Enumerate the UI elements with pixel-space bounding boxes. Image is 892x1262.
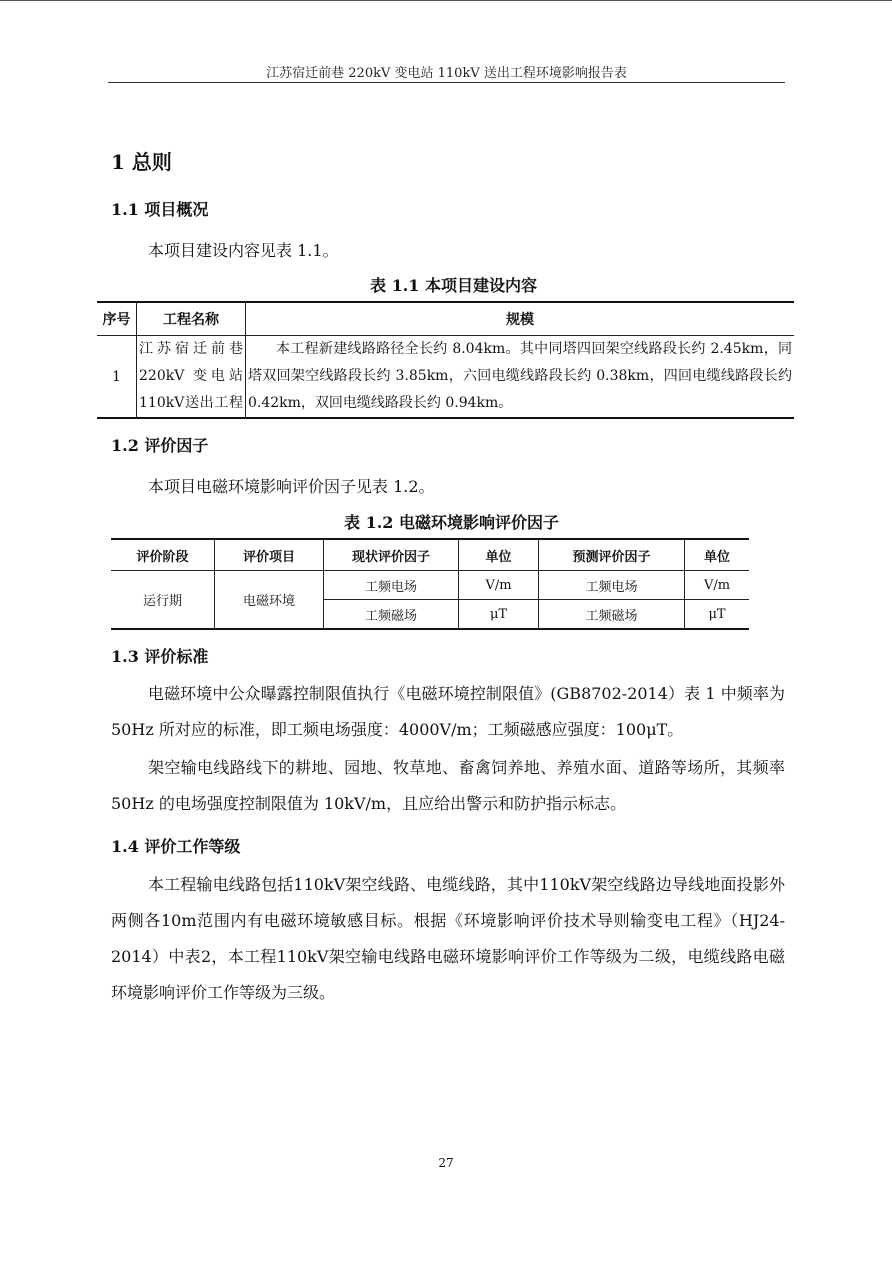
header-rule [108, 82, 785, 83]
table-header-cell: 序号 [97, 302, 137, 336]
current-factor: 工频磁场 [324, 600, 459, 630]
evaluation-item: 电磁环境 [215, 571, 324, 630]
predict-factor: 工频电场 [539, 571, 685, 600]
predict-unit: μT [685, 600, 750, 630]
table-2-caption: 表 1.2 电磁环境影响评价因子 [344, 513, 559, 532]
section-1-3-paragraph-2: 架空输电线路线下的耕地、园地、牧草地、畜禽饲养地、养殖水面、道路等场所，其频率 50Hz 的电场强度控制限值为 10kV/m，且应给出警示和防护指示标志。 [111, 758, 785, 813]
current-factor: 工频电场 [324, 571, 459, 600]
section-1-title: 1 总则 [111, 150, 172, 174]
table-header-row [97, 302, 794, 336]
project-scale: 本工程新建线路路径全长约 8.04km。其中同塔四回架空线路段长约 2.45km，同塔双回架空线路段长约 3.85km，六回电缆线路段长约 0.38km，四回电缆线路段长约 0.42km，双回电缆线路段长约 0.94km。 [246, 336, 795, 419]
table-header-cell: 规模 [246, 302, 795, 336]
section-1-1-title: 1.1 项目概况 [111, 200, 209, 219]
table-header-cell: 单位 [459, 539, 539, 571]
section-1-1-text: 本项目建设内容见表 1.1。 [148, 241, 339, 260]
table-row [111, 571, 749, 600]
section-1-4-title: 1.4 评价工作等级 [111, 837, 241, 856]
table-header-cell: 现状评价因子 [324, 539, 459, 571]
current-unit: μT [459, 600, 539, 630]
page-top-border [0, 0, 892, 1]
section-1-3-title: 1.3 评价标准 [111, 647, 209, 666]
table-1-caption: 表 1.1 本项目建设内容 [370, 276, 537, 295]
table-header-cell: 工程名称 [137, 302, 246, 336]
table-header-cell: 单位 [685, 539, 750, 571]
predict-factor: 工频磁场 [539, 600, 685, 630]
page-number: 27 [438, 1156, 454, 1170]
section-1-3-paragraph-1: 电磁环境中公众曝露控制限值执行《电磁环境控制限值》(GB8702-2014）表 1 中频率为 50Hz 所对应的标准，即工频电场强度：4000V/m；工频磁感应强度：100μT。 [111, 684, 785, 739]
table-header-cell: 预测评价因子 [539, 539, 685, 571]
section-1-2-title: 1.2 评价因子 [111, 436, 209, 455]
section-1-2-text: 本项目电磁环境影响评价因子见表 1.2。 [148, 477, 435, 496]
table-header-cell: 评价项目 [215, 539, 324, 571]
evaluation-stage: 运行期 [111, 571, 215, 630]
current-unit: V/m [459, 571, 539, 600]
table-row [97, 336, 794, 419]
table-1 [97, 301, 794, 419]
predict-unit: V/m [685, 571, 750, 600]
table-header-cell: 评价阶段 [111, 539, 215, 571]
row-index: 1 [97, 336, 137, 419]
project-name: 江苏宿迁前巷220kV 变电站110kV送出工程 [137, 336, 246, 419]
section-1-4-paragraph-1: 本工程输电线路包括110kV架空线路、电缆线路，其中110kV架空线路边导线地面投影外两侧各10m范围内有电磁环境敏感目标。根据《环境影响评价技术导则输变电工程》（HJ24-2014）中表2，本工程110kV架空输电线路电磁环境影响评价工作等级为二级，电缆线路电磁环境影响评价工作等级为三级。 [111, 875, 785, 1002]
table-header-row [111, 539, 749, 571]
table-2 [111, 538, 749, 630]
running-header: 江苏宿迁前巷 220kV 变电站 110kV 送出工程环境影响报告表 [266, 66, 627, 81]
